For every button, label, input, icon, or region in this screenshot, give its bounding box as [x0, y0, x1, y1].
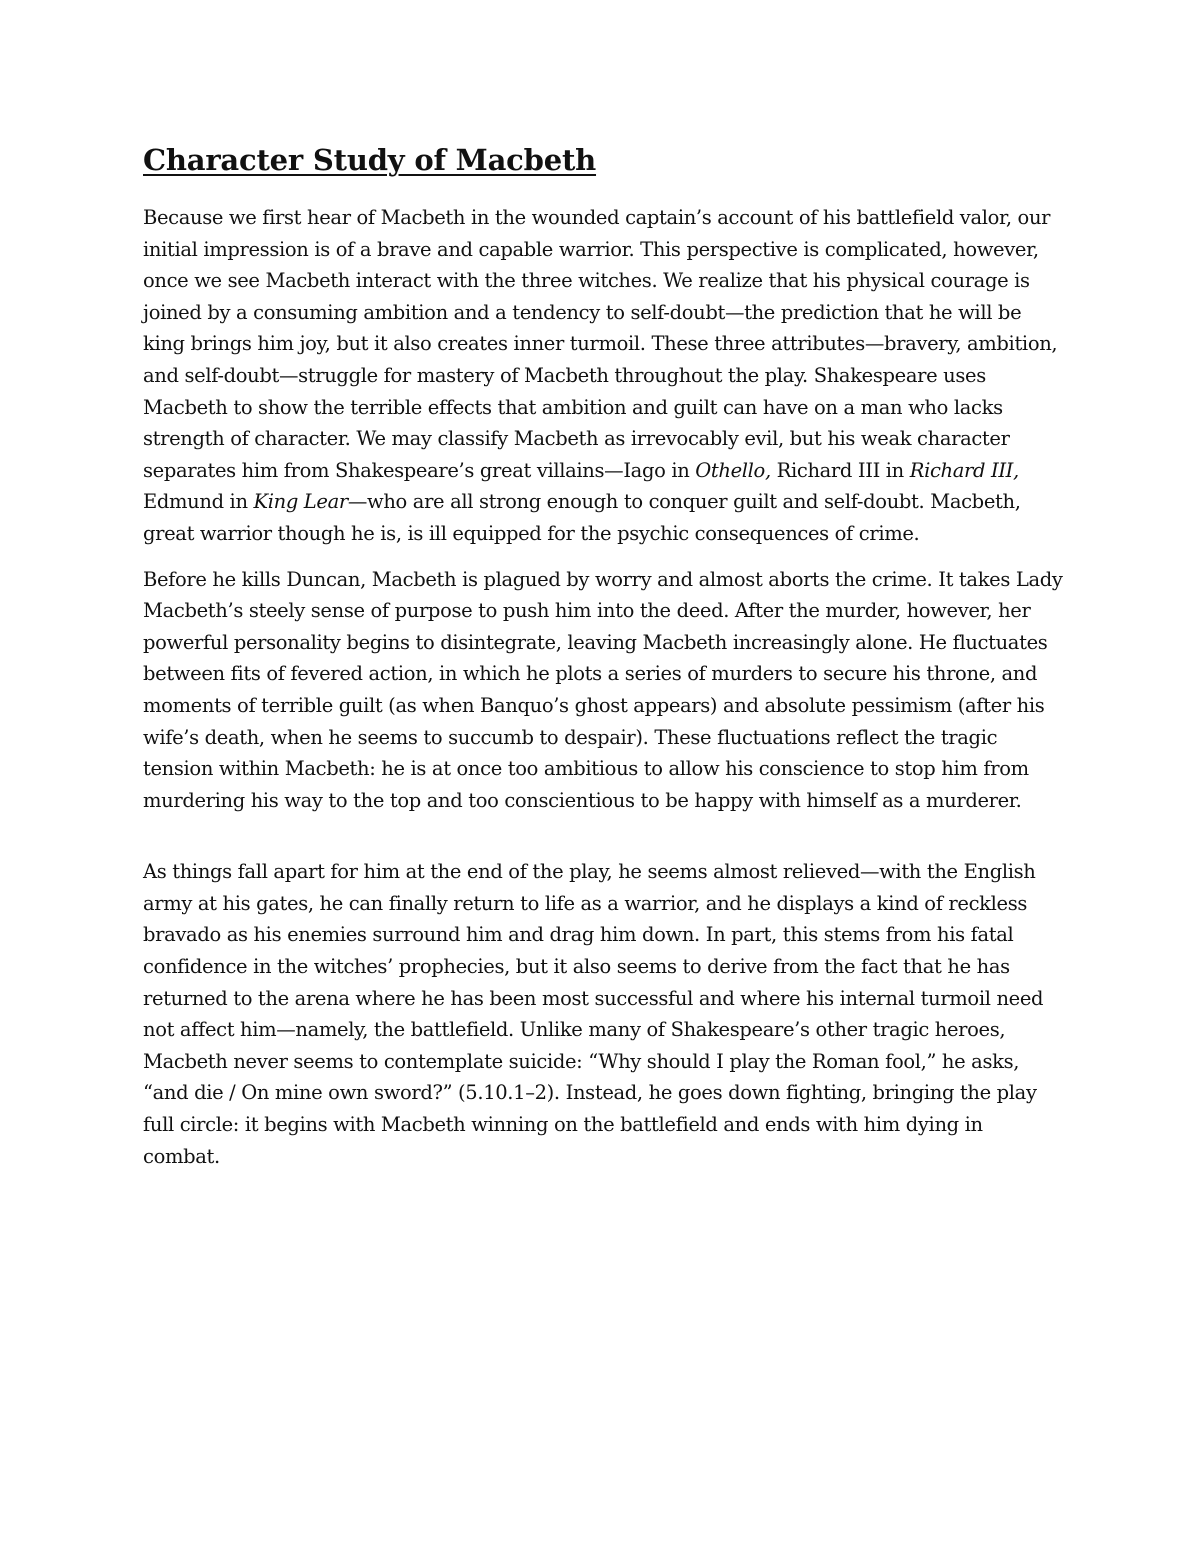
- paragraph-1-text-a: Because we first hear of Macbeth in the wounded captain’s account of his battlefield valor, our initial impression is of a brave and capable warrior. This perspective is complicated, however, once we see Macbeth interact with the three witches. We realize that his physical courage is joined by a consuming ambition and a tendency to self-doubt—the prediction that he will be king brings him joy, but it also creates inner turmoil. These three attributes—bravery, ambition, and self-doubt—struggle for mastery of Macbeth throughout the play. Shakespeare uses Macbeth to show the terrible effects that ambition and guilt can have on a man who lacks strength of character. We may classify Macbeth as irrevocably evil, but his weak character separates him from Shakespeare’s great villains—Iago in: [143, 206, 1058, 482]
- document-page: [143, 140, 1063, 1172]
- paragraph-3: As things fall apart for him at the end of the play, he seems almost relieved—with the English army at his gates, he can finally return to life as a warrior, and he displays a kind of reckless bravado as his enemies surround him and drag him down. In part, this stems from his fatal confidence in the witches’ prophecies, but it also seems to derive from the fact that he has returned to the arena where he has been most successful and where his internal turmoil need not affect him—namely, the battlefield. Unlike many of Shakespeare’s other tragic heroes, Macbeth never seems to contemplate suicide: “Why should I play the Roman fool,” he asks, “and die / On mine own sword?” (5.10.1–2). Instead, he goes down fighting, bringing the play full circle: it begins with Macbeth winning on the battlefield and ends with him dying in combat.: [143, 860, 1044, 1168]
- paragraph-1-text-c: Edmund in: [143, 490, 254, 514]
- paragraph-1: [143, 202, 1063, 550]
- document-title: Character Study of Macbeth: [143, 143, 597, 177]
- italic-title-king-lear: King Lear: [253, 490, 348, 514]
- paragraph-1-text-d: —who are all strong enough to conquer guilt and self-doubt. Macbeth, great warrior though he is, is ill equipped for the psychic consequences of crime.: [143, 490, 1021, 545]
- paragraph-1-text-b: Richard III in: [770, 458, 910, 482]
- paragraph-2: Before he kills Duncan, Macbeth is plagued by worry and almost aborts the crime. It takes Lady Macbeth’s steely sense of purpose to push him into the deed. After the murder, however, her powerful personality begins to disintegrate, leaving Macbeth increasingly alone. He fluctuates between fits of fevered action, in which he plots a series of murders to secure his throne, and moments of terrible guilt (as when Banquo’s ghost appears) and absolute pessimism (after his wife’s death, when he seems to succumb to despair). These fluctuations reflect the tragic tension within Macbeth: he is at once too ambitious to allow his conscience to stop him from murdering his way to the top and too conscientious to be happy with himself as a murderer.: [143, 567, 1063, 812]
- italic-title-othello: Othello,: [695, 458, 771, 482]
- italic-title-richard-iii: Richard III,: [909, 458, 1019, 482]
